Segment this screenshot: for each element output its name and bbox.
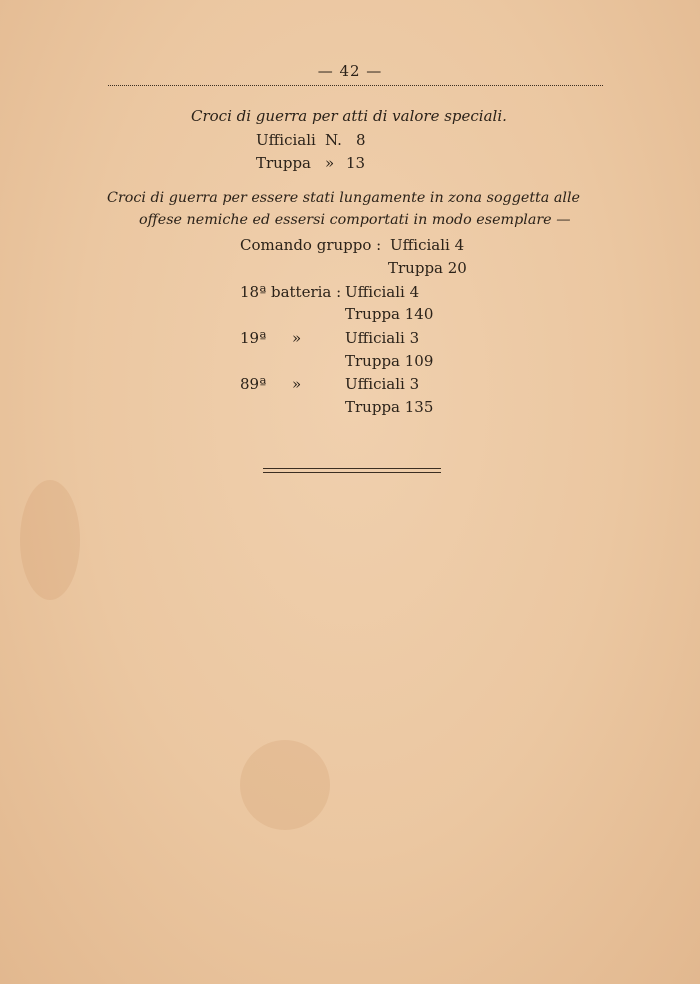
comando-label: Comando gruppo : — [240, 236, 382, 254]
section2-heading-line1: Croci di guerra per essere stati lungamente in zona soggetta alle — [107, 190, 581, 206]
section1-row-label: Truppa — [256, 154, 311, 172]
section1-row-label: Ufficiali — [256, 131, 316, 149]
batteria-ufficiali: Ufficiali 4 — [345, 283, 420, 301]
batteria-truppa: Truppa 109 — [345, 352, 434, 370]
header-dotted-rule — [108, 85, 603, 86]
section1-row-mark: N. — [325, 131, 342, 149]
batteria-ditto-mark: » — [292, 329, 302, 347]
batteria-label: 19ª — [240, 329, 267, 347]
page-number: — 42 — — [317, 62, 383, 80]
batteria-ufficiali: Ufficiali 3 — [345, 375, 420, 393]
batteria-truppa: Truppa 140 — [345, 305, 434, 323]
batteria-label: 89ª — [240, 375, 267, 393]
paper-stain — [20, 480, 80, 600]
section1-row-mark: » — [325, 154, 335, 172]
closing-double-rule — [263, 468, 441, 473]
section1-row-value: 13 — [346, 154, 366, 172]
paper-stain — [240, 740, 330, 830]
comando-ufficiali: Ufficiali 4 — [390, 236, 465, 254]
section2-heading-line2: offese nemiche ed essersi comportati in modo esemplare — — [139, 212, 571, 228]
batteria-ditto-mark: » — [292, 375, 302, 393]
batteria-label: 18ª batteria : — [240, 283, 342, 301]
comando-truppa: Truppa 20 — [388, 259, 467, 277]
section1-row-value: 8 — [356, 131, 366, 149]
batteria-truppa: Truppa 135 — [345, 398, 434, 416]
batteria-ufficiali: Ufficiali 3 — [345, 329, 420, 347]
section1-heading: Croci di guerra per atti di valore speciali. — [191, 107, 507, 125]
